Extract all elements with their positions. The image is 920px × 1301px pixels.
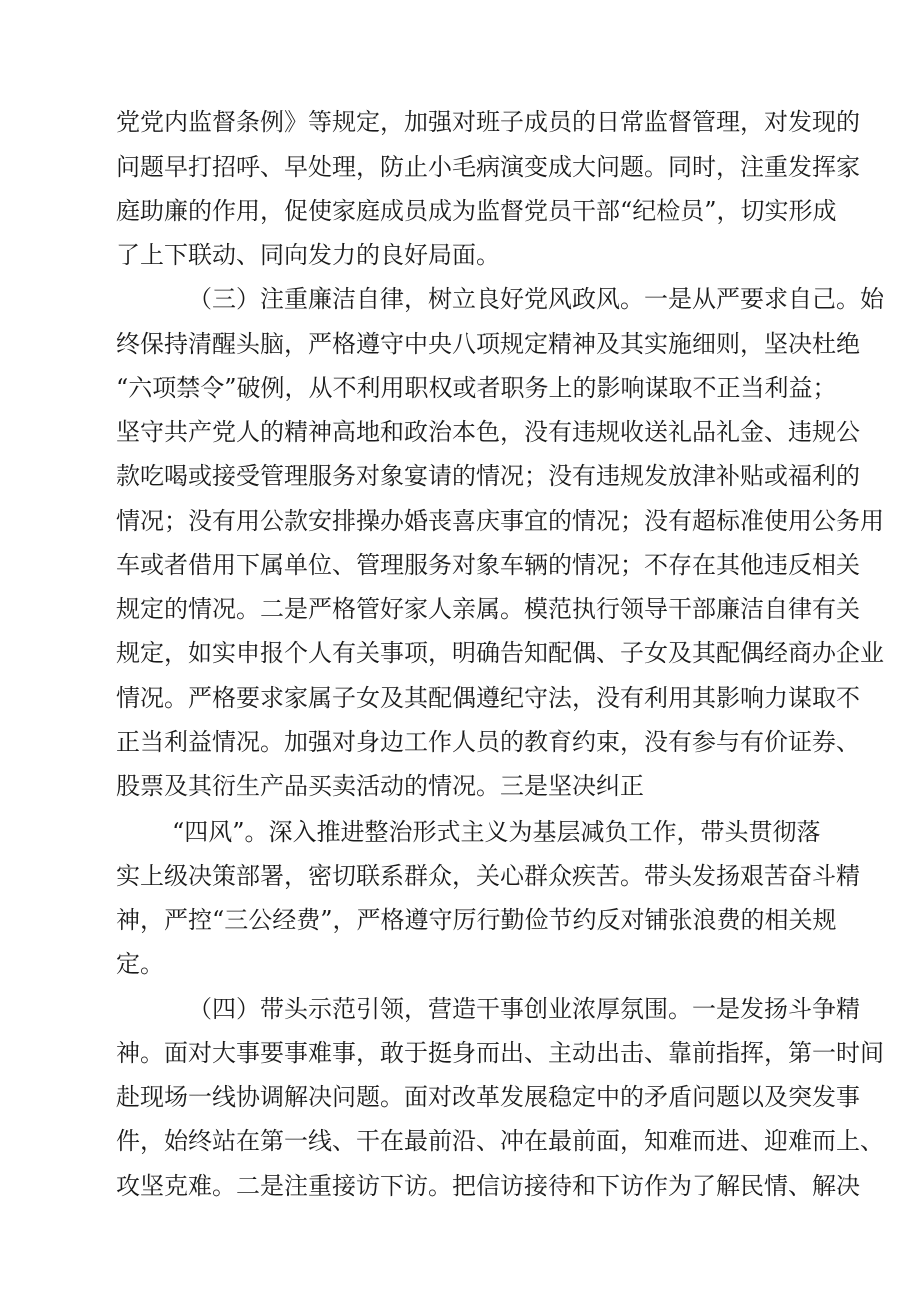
text-line-9: 款吃喝或接受管理服务对象宴请的情况；没有违规发放津补贴或福利的 [116, 462, 860, 490]
text-line-18: 实上级决策部署，密切联系群众，关心群众疾苦。带头发扬艰苦奋斗精 [116, 862, 860, 890]
text-line-20: 定。 [116, 950, 164, 978]
text-line-21: （四）带头示范引领，营造干事创业浓厚氛围。一是发扬斗争精 [188, 995, 860, 1023]
text-line-19: 神，严控“三公经费”，严格遵守厉行勤俭节约反对铺张浪费的相关规 [116, 906, 837, 934]
text-line-24: 件，始终站在第一线、干在最前沿、冲在最前面，知难而进、迎难而上、 [116, 1127, 884, 1155]
text-line-1: 党党内监督条例》等规定，加强对班子成员的日常监督管理，对发现的 [116, 108, 860, 136]
text-line-25: 攻坚克难。二是注重接访下访。把信访接待和下访作为了解民情、解决 [116, 1172, 860, 1200]
text-line-22: 神。面对大事要事难事，敢于挺身而出、主动出击、靠前指挥，第一时间 [116, 1039, 884, 1067]
text-line-13: 规定，如实申报个人有关事项，明确告知配偶、子女及其配偶经商办企业 [116, 639, 884, 667]
text-line-10: 情况；没有用公款安排操办婚丧喜庆事宜的情况；没有超标准使用公务用 [116, 507, 884, 535]
text-line-23: 赴现场一线协调解决问题。面对改革发展稳定中的矛盾问题以及突发事 [116, 1083, 860, 1111]
text-line-5: （三）注重廉洁自律，树立良好党风政风。一是从严要求自己。始 [188, 285, 884, 313]
text-line-17: “四风”。深入推进整治形式主义为基层减负工作，带头贯彻落 [172, 818, 821, 846]
text-line-11: 车或者借用下属单位、管理服务对象车辆的情况；不存在其他违反相关 [116, 551, 860, 579]
text-line-16: 股票及其衍生产品买卖活动的情况。三是坚决纠正 [116, 772, 644, 800]
text-line-7: “六项禁令”破例，从不利用职权或者职务上的影响谋取不正当利益； [116, 374, 837, 402]
text-line-12: 规定的情况。二是严格管好家人亲属。模范执行领导干部廉洁自律有关 [116, 595, 860, 623]
text-line-2: 问题早打招呼、早处理，防止小毛病演变成大问题。同时，注重发挥家 [116, 153, 860, 181]
text-line-6: 终保持清醒头脑，严格遵守中央八项规定精神及其实施细则，坚决杜绝 [116, 330, 860, 358]
text-line-4: 了上下联动、同向发力的良好局面。 [116, 241, 500, 269]
text-line-8: 坚守共产党人的精神高地和政治本色，没有违规收送礼品礼金、违规公 [116, 418, 860, 446]
text-line-15: 正当利益情况。加强对身边工作人员的教育约束，没有参与有价证券、 [116, 728, 860, 756]
text-line-14: 情况。严格要求家属子女及其配偶遵纪守法，没有利用其影响力谋取不 [116, 684, 860, 712]
text-line-3: 庭助廉的作用，促使家庭成员成为监督党员干部“纪检员”，切实形成 [116, 197, 837, 225]
